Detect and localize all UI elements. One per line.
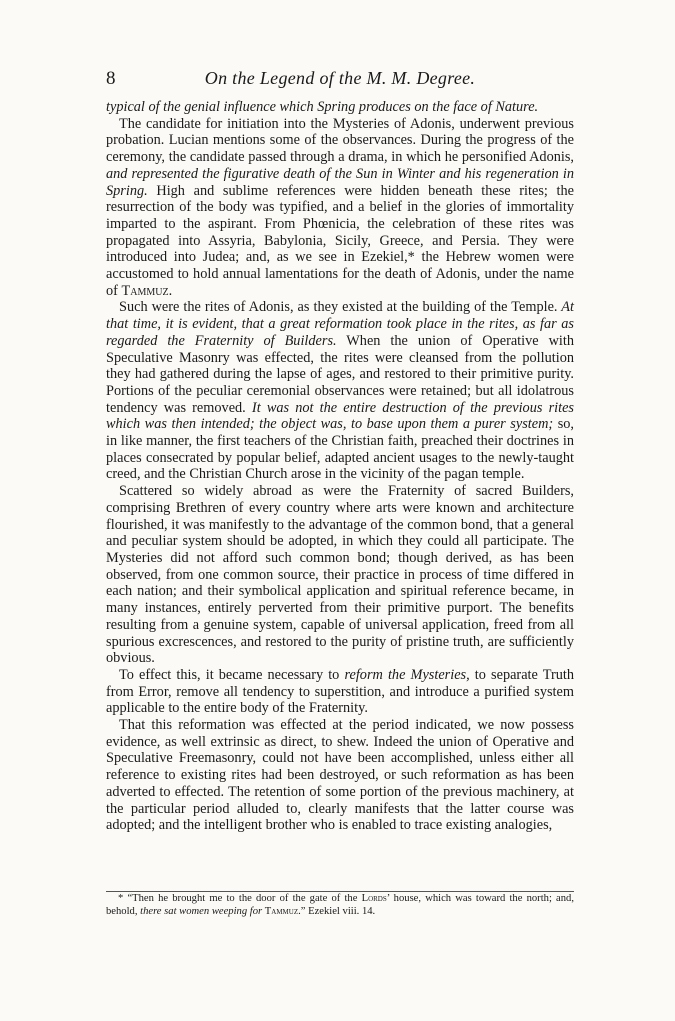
p3-text-e: so, in like manner, the first teachers of the Christian faith, preached their doctrines in places consecrated by popular belief, adapted ancient usages to the newly-taught creed, and the Christian Church arose in the vicinity of the pagan temple. (106, 416, 574, 483)
p3-text-c: When the union of Operative with Speculative Masonry was effected, the rites were cleansed from the pollution they had gathered during the lapse of ages, and restored to their primitive purity. Portions of the peculiar ceremonial observances were retained; but all idolatrous tendency was removed. (106, 332, 574, 416)
running-title: On the Legend of the M. M. Degree. (204, 68, 476, 88)
footnote-text-d: .” Ezekiel viii. 14. (298, 905, 376, 917)
paragraph-4: Scattered so widely abroad as were the Fraternity of sacred Builders, comprising Brethren of every country where arts were known and architecture flourished, it was manifestly to the advantage of the common bond, that a general and peculiar system should be adopted, in which they could all participate. The Mysteries did not afford such common bond; though derived, as has been observed, from one common source, their practice in process of time differed in each nation; and their symbolical application and spiritual reference became, in many instances, entirely perverted from their primitive purport. The benefits resulting from a genuine system, capable of universal application, freed from all spurious excrescences, and restored to the purity of pristine truth, are sufficiently obvious. (106, 483, 574, 667)
p1-italic: typical of the genial influence which Spring produces on the face of Nature. (106, 99, 539, 115)
footnote (106, 893, 574, 918)
body-text (106, 99, 574, 834)
p3-italic-d: It was not the entire destruction of the previous rites which was then intended; the object was, to base upon them a purer system; (106, 399, 574, 433)
page-header (106, 68, 574, 94)
footnote-divider (106, 891, 574, 892)
p5-text-a: To effect this, it became necessary to (119, 666, 345, 683)
p3-italic-b: At that time, it is evident, that a great reformation took place in the rites, as far as regarded the Fraternity of Builders. (106, 299, 574, 349)
p5-italic: reform the Mysteries, (344, 666, 470, 683)
paragraph-6: That this reformation was effected at the period indicated, we now possess evidence, as well extrinsic as direct, to shew. Indeed the union of Operative and Speculative Freemasonry, could not have been accomplished, unless either all reference to existing rites had been destroyed, or such reformation as has been adverted to effected. The retention of some portion of the previous machinery, at the particular period alluded to, clearly manifests that the latter course was adopted; and the intelligent brother who is enabled to trace existing analogies, (106, 717, 574, 834)
paragraph-2 (106, 116, 574, 300)
p2-text-c: High and sublime references were hidden beneath these rites; the resurrection of the body was typified, and a belief in the glories of immortality imparted to the aspirant. From Phœnicia, the celebration of these rites was propagated into Assyria, Babylonia, Sicily, Greece, and Persia. They were introduced into Judea; and, as we see in Ezekiel,* the Hebrew women were accustomed to hold annual lamentations for the death of Adonis, under the name of (106, 182, 574, 299)
p2-text-a: The candidate for initiation into the Mysteries of Adonis, underwent previous probation. Lucian mentions some of the observances. During the progress of the ceremony, the candidate passed through a drama, in which he personified Adonis, (106, 115, 574, 166)
paragraph-3 (106, 299, 574, 483)
p2-end: . (168, 282, 173, 299)
p2-tammuz: Tammuz (121, 282, 169, 299)
paragraph-1 (106, 99, 574, 116)
p5-text-c: to separate Truth from Error, remove all tendency to superstition, and introduce a purified system applicable to the entire body of the Fraternity. (106, 666, 574, 717)
footnote-lords: Lords (361, 893, 387, 904)
p3-text-a: Such were the rites of Adonis, as they existed at the building of the Temple. (119, 299, 558, 316)
footnote-italic: there sat women weeping for (137, 905, 265, 917)
page-number: 8 (106, 68, 116, 89)
footnote-tammuz: Tammuz (264, 905, 299, 917)
footnote-text-b: ’ house, which was toward the north; and, behold, (106, 893, 575, 917)
p2-italic: and represented the figurative death of the Sun in Winter and his regeneration in Spring. (106, 165, 574, 199)
paragraph-5 (106, 667, 574, 717)
footnote-text-a: * “Then he brought me to the door of the gate of the (118, 893, 362, 904)
